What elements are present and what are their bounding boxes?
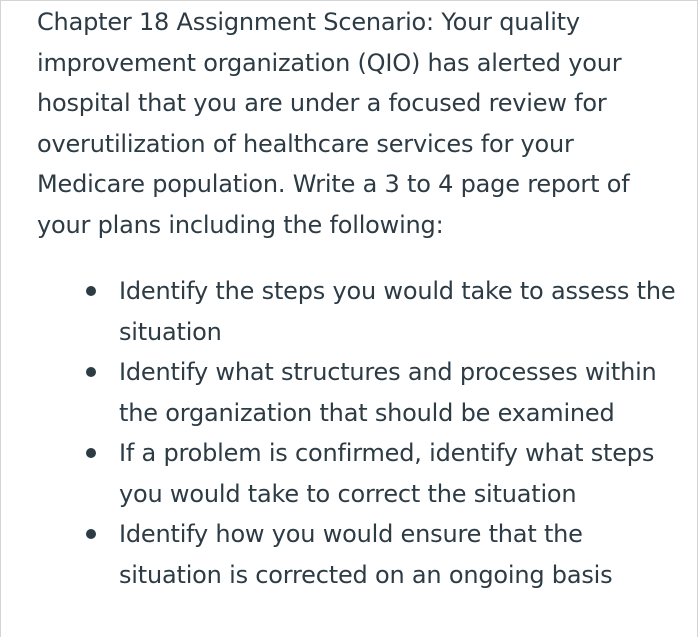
scenario-paragraph: Chapter 18 Assignment Scenario: Your quality improvement organization (QIO) has alerted your hospital that you are under a focused review for overutilization of healthcare services for your Medicare population. Write a 3 to 4 page report of your plans including the following: (37, 8, 630, 239)
list-item-text: Identify the steps you would take to assess the situation (119, 277, 676, 346)
requirements-list (83, 271, 683, 595)
bullet-icon (86, 448, 96, 458)
list-item (83, 433, 683, 514)
bullet-icon (86, 286, 96, 296)
list-item-text: If a problem is confirmed, identify what steps you would take to correct the situation (119, 439, 655, 508)
list-item (83, 271, 683, 352)
list-item-text: Identify how you would ensure that the situation is corrected on an ongoing basis (119, 520, 613, 589)
list-item-text: Identify what structures and processes within the organization that should be examined (119, 358, 657, 427)
assignment-body (37, 1, 677, 589)
bullet-icon (86, 529, 96, 539)
list-item (83, 352, 683, 433)
list-item (83, 514, 683, 595)
bullet-icon (86, 367, 96, 377)
